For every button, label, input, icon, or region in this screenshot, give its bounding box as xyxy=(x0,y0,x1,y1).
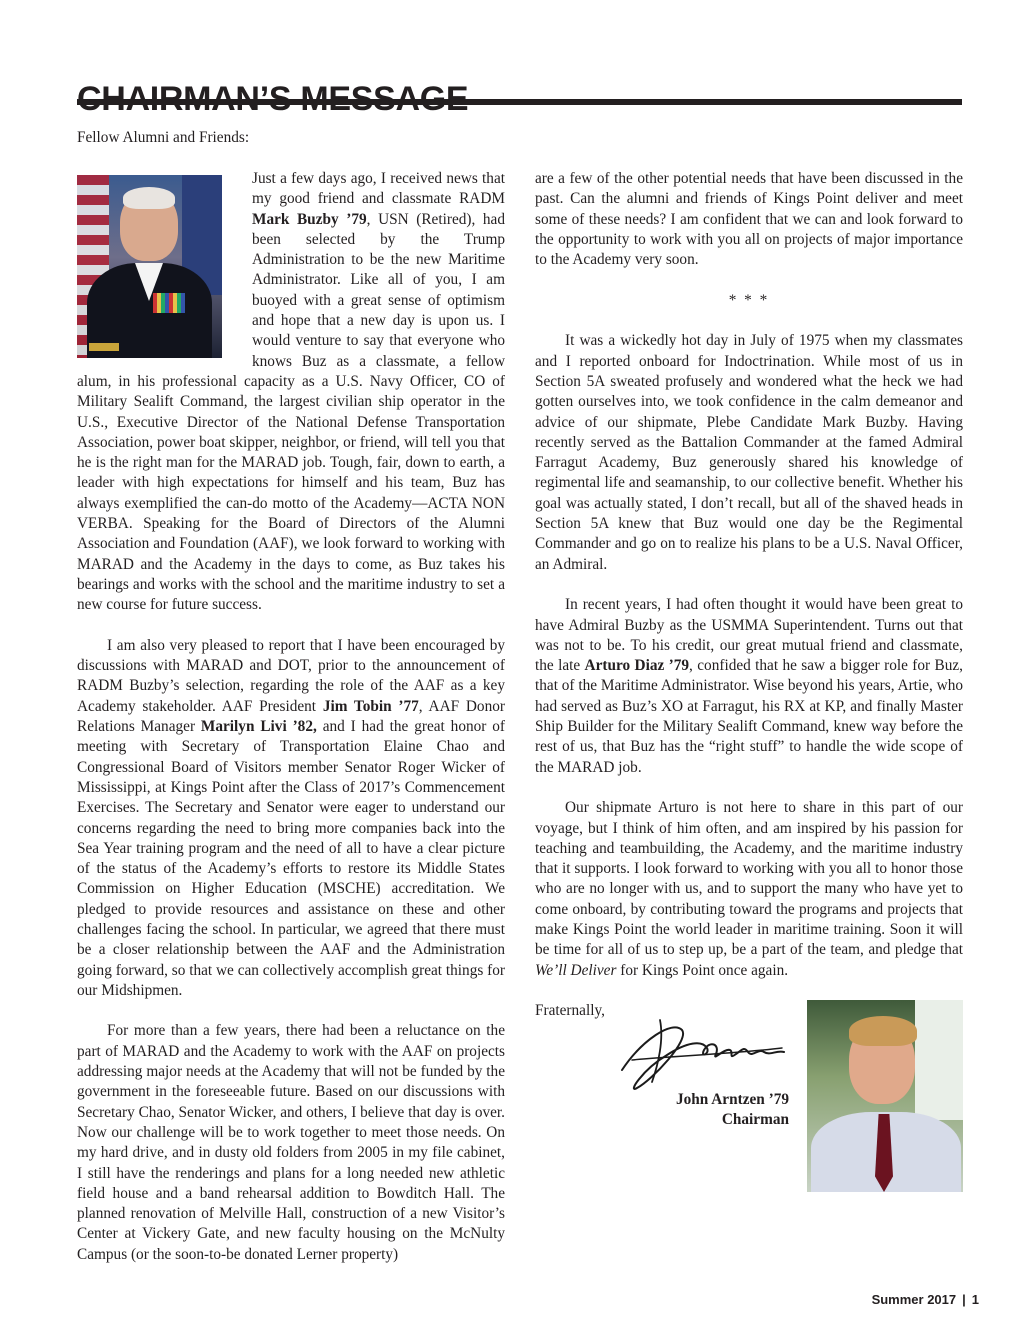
chairman-photo xyxy=(807,1000,963,1192)
name-highlight: Mark Buzby ’79 xyxy=(252,210,367,228)
paragraph: In recent years, I had often thought it would have been great to have Admiral Buzby as the USMMA Superintendent. Turns out that was not to be. To his credit, our great mutual friend and classmate, the late Arturo Diaz ’79, confided that he saw a bigger role for Buz, that of the Maritime Administrator. Wise beyond his years, Artie, who had served as Buz’s XO at Farragut, his RX at KP, and finally Master Ship Builder for the Military Sealift Command, knew way before the rest of us, that Buz has the “right stuff” to handle the wide scope of the MARAD job. xyxy=(535,596,963,776)
paragraph: Just a few days ago, I received news that my good friend and classmate RADM Mark Buzby ’79, USN (Retired), had been selected by the Trump Administration to be the new Maritime Administrator. Like all of you, I am buoyed with a great sense of optimism and hope that a new day is upon us. I would venture to say that everyone who knows Buz as a classmate, a fellow alum, in his professional capacity as a U.S. Navy Officer, CO of Military Sealift Command, the largest civilian ship operator in the U.S., Executive Director of the National Defense Transportation Association, power boat skipper, neighbor, or friend, will tell you that he is the right man for the MARAD job. Tough, fair, down to earth, a leader with high expectations for himself and his team, Buz has always exemplified the can-do motto of the Academy—ACTA NON VERBA. Speaking for the Board of Directors of the Alumni Association and Foundation (AAF), we look forward to working with MARAD and the Academy in the days to come, as Buz takes his bearings and works with the school and the maritime industry to set a new course for future success. xyxy=(77,170,505,614)
name-highlight: Arturo Diaz ’79 xyxy=(584,657,690,675)
signature-name: John Arntzen ’79 xyxy=(675,1091,789,1108)
admiral-photo xyxy=(77,175,222,358)
signature-image xyxy=(612,1010,792,1094)
left-column xyxy=(77,169,505,1265)
title-rule xyxy=(77,99,962,105)
section-divider: * * * xyxy=(728,291,770,309)
paragraph: For more than a few years, there had been a reluctance on the part of MARAD and the Academy to work with the AAF on projects addressing major needs at the Academy that will not be funded by the government in the foreseeable future. Based on our discussions with Secretary Chao, Senator Wicker, and others, I believe that day is over. Now our challenge will be to work together to meet those needs. On my hard drive, and in dusty old folders from 2005 in my file cabinet, I still have the renderings and plans for a long needed new athletic field house and a band rehearsal addition to Bowditch Hall. The planned renovation of Melville Hall, construction of a new Visitor’s Center at Vickery Gate, and new faculty housing on the McNulty Campus (or the soon-to-be donated Lerner property) xyxy=(77,1022,505,1263)
issue-label: Summer 2017 xyxy=(871,1292,957,1307)
salutation: Fellow Alumni and Friends: xyxy=(77,129,250,146)
name-highlight: Marilyn Livi ’82, xyxy=(200,718,317,736)
paragraph: are a few of the other potential needs that have been discussed in the past. Can the alumni and friends of Kings Point deliver and meet some of these needs? I am confident that we can and look forward to the opportunity to work with you all on projects of major importance to the Academy very soon. xyxy=(535,170,963,269)
paragraph: It was a wickedly hot day in July of 1975 when my classmates and I reported onboard for Indoctrination. While most of us in Section 5A sweated profusely and wondered what the heck we had gotten ourselves into, we took confidence in the calm demeanor and advice of our shipmate, Plebe Candidate Mark Buzby. Having recently served as the Battalion Commander at the famed Admiral Farragut Academy, Buz generously shared his knowledge of regimental life and seamanship, to our collective benefit. Whether his goal was actually stated, I don’t recall, but all of the shaved heads in Section 5A knew that Buz would one day be the Regimental Commander and go on to realize his plans to be a U.S. Naval Officer, an Admiral. xyxy=(535,332,963,573)
paragraph: Our shipmate Arturo is not here to share in this part of our voyage, but I think of him often, and am inspired by his passion for teaching and teambuilding, the Academy, and the maritime industry that it supports. I look forward to working with you all to honor those who are no longer with us, and to support the many who have yet to come onboard, by contributing toward the programs and projects that make Kings Point the world leader in maritime training. Soon it will be time for all of us to step up, be a part of the team, and pledge that We’ll Deliver for Kings Point once again. xyxy=(535,799,963,979)
italic-phrase: We’ll Deliver xyxy=(535,961,617,979)
paragraph: I am also very pleased to report that I have been encouraged by discussions with MARAD and DOT, prior to the announcement of RADM Buzby’s selection, regarding the role of the AAF as a key Academy stakeholder. AAF President Jim Tobin ’77, AAF Donor Relations Manager Marilyn Livi ’82, and I had the great honor of meeting with Secretary of Transportation Elaine Chao and Congressional Board of Visitors member Senator Roger Wicker of Mississippi, at Kings Point after the Class of 2017’s Commencement Exercises. The Secretary and Senator were eager to understand our concerns regarding the need to bring more companies back into the Sea Year training program and the need of all to have a clear picture of the status of the Academy’s efforts to restore its Middle States Commission on Higher Education (MSCHE) accreditation. We pledged to provide resources and assistance on these and other challenges facing the school. In particular, we agreed that there must be a closer relationship between the AAF and the Administration going forward, so that we can collectively accomplish great things for our Midshipmen. xyxy=(77,636,505,999)
right-column xyxy=(535,169,963,1021)
footer-separator: | xyxy=(962,1292,966,1307)
page-footer xyxy=(872,1292,979,1307)
name-highlight: Jim Tobin ’77 xyxy=(322,697,419,715)
closing: Fraternally, xyxy=(535,1002,605,1020)
page-number: 1 xyxy=(971,1292,979,1307)
signature-title: Chairman xyxy=(721,1111,789,1128)
